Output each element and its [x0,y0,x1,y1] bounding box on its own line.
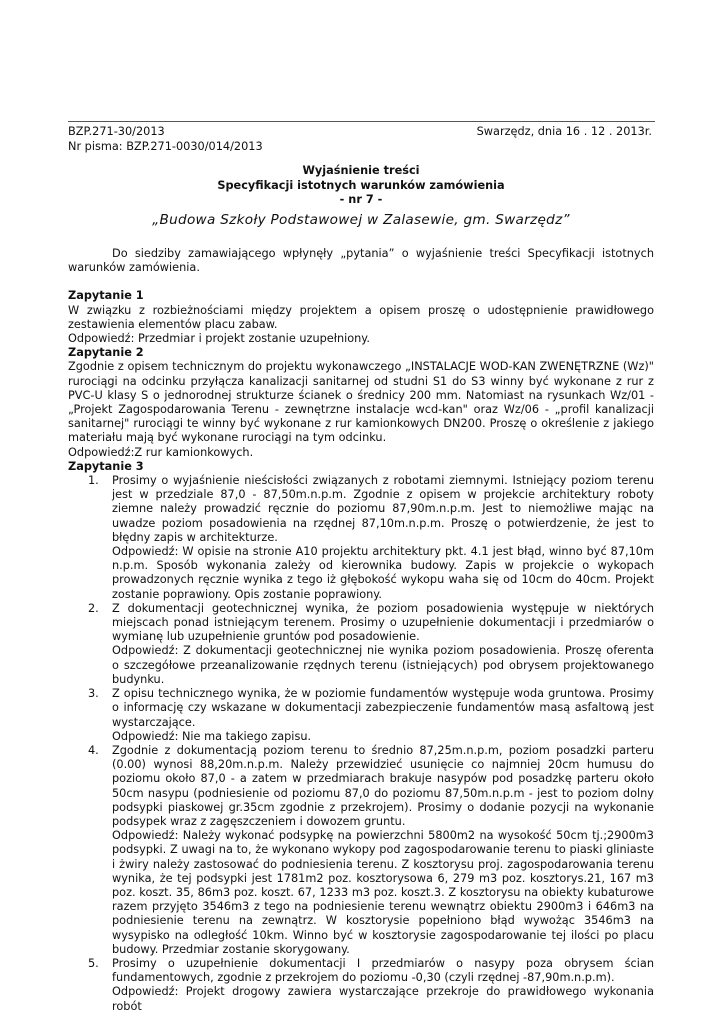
list-item [68,744,654,957]
title-line-3: - nr 7 - [339,193,383,206]
place-and-date: Swarzędz, dnia 16 . 12 . 2013r. [476,125,652,138]
question-3-items [68,474,654,1014]
title-line-2: Specyfikacji istotnych warunków zamówienia [217,178,505,192]
document-body [68,247,654,1014]
list-item-number: 1. [88,474,99,488]
list-item-question: Z dokumentacji geotechnicznej wynika, że poziom posadowienia występuje w niektórych miejscach ponad istniejącym terenem. Prosimy o uzupełnienie dokumentacji i przedmiarów o wymianę lub uzupełnienie gruntów pod posadowienie. [112,601,654,644]
question-1-text: W związku z rozbieżnościami między projektem a opisem proszę o udostępnienie prawidłowego zestawienia elementów placu zabaw. [68,303,654,331]
header-divider [68,121,655,122]
letter-number: Nr pisma: BZP.271-0030/014/2013 [68,140,263,153]
list-item-question: Z opisu technicznego wynika, że w poziomie fundamentów występuje woda gruntowa. Prosimy o informację czy wskazane w dokumentacji zabezpieczenie fundamentów masą asfaltową jest wystarczające. [112,687,654,729]
question-2-text: Zgodnie z opisem technicznym do projektu wykonawczego „INSTALACJE WOD-KAN ZWENĘTRZNE (Wz)" rurociągi na odcinku przyłącza kanalizacji sanitarnej od studni S1 do S3 winny być wykonane z rur z PVC-U klasy S o jednorodnej strukturze ścianek o średnicy 200 mm. Natomiast na rysunkach Wz/01 - „Projekt Zagospodarowania Terenu - zewnętrzne instalacje wcd-kan" oraz Wz/06 - „profil kanalizacji sanitarnej" rurociągi te winny być wykonane z rur kamionkowych DN200. Proszę o określenie z jakiego materiału mają być wykonane rurociągi na tym odcinku. [68,360,654,445]
title-line-1: Wyjaśnienie treści [302,164,420,177]
list-item-answer: Odpowiedź: Należy wykonać podsypkę na powierzchni 5800m2 na wysokość 50cm tj.;2900m3 podsypki. Z uwagi na to, że wykonano wykopy pod zagospodarowanie terenu to piaski gliniaste i żwiry należy zastosować do podniesienia terenu. Z kosztorysu proj. zagospodarowania terenu wynika, że tej podsypki jest 1781m2 poz. kosztorysowa 6, 279 m3 poz. kosztorys.21, 167 m3 poz. koszt. 35, 86m3 poz. koszt. 67, 1233 m3 poz. koszt.3. Z kosztorysu na obiekty kubaturowe razem przyjęto 3546m3 z tego na podniesienie terenu wewnątrz obiektu 2900m3 i 646m3 na podniesienie terenu na zewnątrz. W kosztorysie popełniono błąd wywożąc 3546m3 na wysypisko na odległość 10km. Winno być w kosztorysie zagospodarowanie tej ilości po placu budowy. Przedmiar zostanie skorygowany. [112,829,654,956]
question-2-answer: Odpowiedź:Z rur kamionkowych. [68,445,254,459]
question-3 [68,460,654,1014]
reference-number: BZP.271-30/2013 [68,125,165,138]
list-item-answer: Odpowiedź: W opisie na stronie A10 projektu architektury pkt. 4.1 jest błąd, winno być 87,10m n.p.m. Sposób wykonania zależy od kierownika budowy. Zapis w projekcie o wykopach prowadzonych ręcznie wynika z tego iż głębokość wykopu waha się od 10cm do 40cm. Projekt zostanie poprawiony. Opis zostanie poprawiony. [112,545,654,601]
list-item [68,602,654,687]
question-1 [68,289,654,346]
list-item-number: 5. [88,956,99,970]
question-3-heading: Zapytanie 3 [68,459,144,473]
list-item-answer: Odpowiedź: Z dokumentacji geotechnicznej nie wynika poziom posadowienia. Proszę oferenta o szczegółowe przeanalizowanie rzędnych terenu (istniejących) pod obrysem projektowanego budynku. [112,644,654,686]
list-item-question: Zgodnie z dokumentacją poziom terenu to średnio 87,25m.n.p.m, poziom posadzki parteru (0.00) wynosi 88,20m.n.p.m. Należy przewidzieć usunięcie co najmniej 20cm humusu do poziomu około 87,0 - a zatem w przedmiarach brakuje nasypów pod posadzkę parteru około 50cm nasypu (podniesienie od poziomu 87,0 do poziomu 87,50m.n.p.m - jest to poziom dolny podsypki piaskowej gr.35cm zgodnie z przekrojem). Prosimy o dodanie pozycji na wykonanie podsypek wraz z zagęszczeniem i dowozem gruntu. [112,743,654,828]
question-1-heading: Zapytanie 1 [68,289,144,303]
list-item-answer: Odpowiedź: Nie ma takiego zapisu. [112,729,312,743]
list-item-question: Prosimy o uzupełnienie dokumentacji I przedmiarów o nasypy poza obrysem ścian fundamentowych, zgodnie z przekrojem do poziomu -0,30 (czyli rzędnej -87,90m.n.p.m). [112,956,654,985]
list-item-question: Prosimy o wyjaśnienie nieścisłości związanych z robotami ziemnymi. Istniejący poziom terenu jest w przedziale 87,0 - 87,50m.n.p.m. Zgodnie z opisem w projekcie architektury roboty ziemne należy prowadzić ręcznie do poziomu 87,90m.n.p.m. Jest to niemożliwe mając na uwadze poziom posadowienia na rzędnej 87,10m.n.p.m. Proszę o potwierdzenie, że jest to błędny zapis w architekturze. [112,474,654,544]
list-item-number: 4. [88,743,99,757]
question-1-answer: Odpowiedź: Przedmiar i projekt zostanie uzupełniony. [68,332,370,346]
list-item-number: 3. [88,687,99,701]
question-2-heading: Zapytanie 2 [68,346,144,360]
contract-subject: „Budowa Szkoły Podstawowej w Zalasewie, gm. Swarzędz” [152,212,570,228]
list-item-number: 2. [88,601,99,615]
list-item [68,957,654,1014]
letter-header [68,124,654,154]
list-item [68,687,654,744]
document-title [68,164,654,208]
question-2 [68,346,654,460]
list-item [68,474,654,602]
list-item-answer: Odpowiedź: Projekt drogowy zawiera wystarczające przekroje do prawidłowego wykonania robót [112,985,654,1013]
intro-paragraph: Do siedziby zamawiającego wpłynęły „pytania” o wyjaśnienie treści Specyfikacji istotnych warunków zamówienia. [68,247,654,275]
